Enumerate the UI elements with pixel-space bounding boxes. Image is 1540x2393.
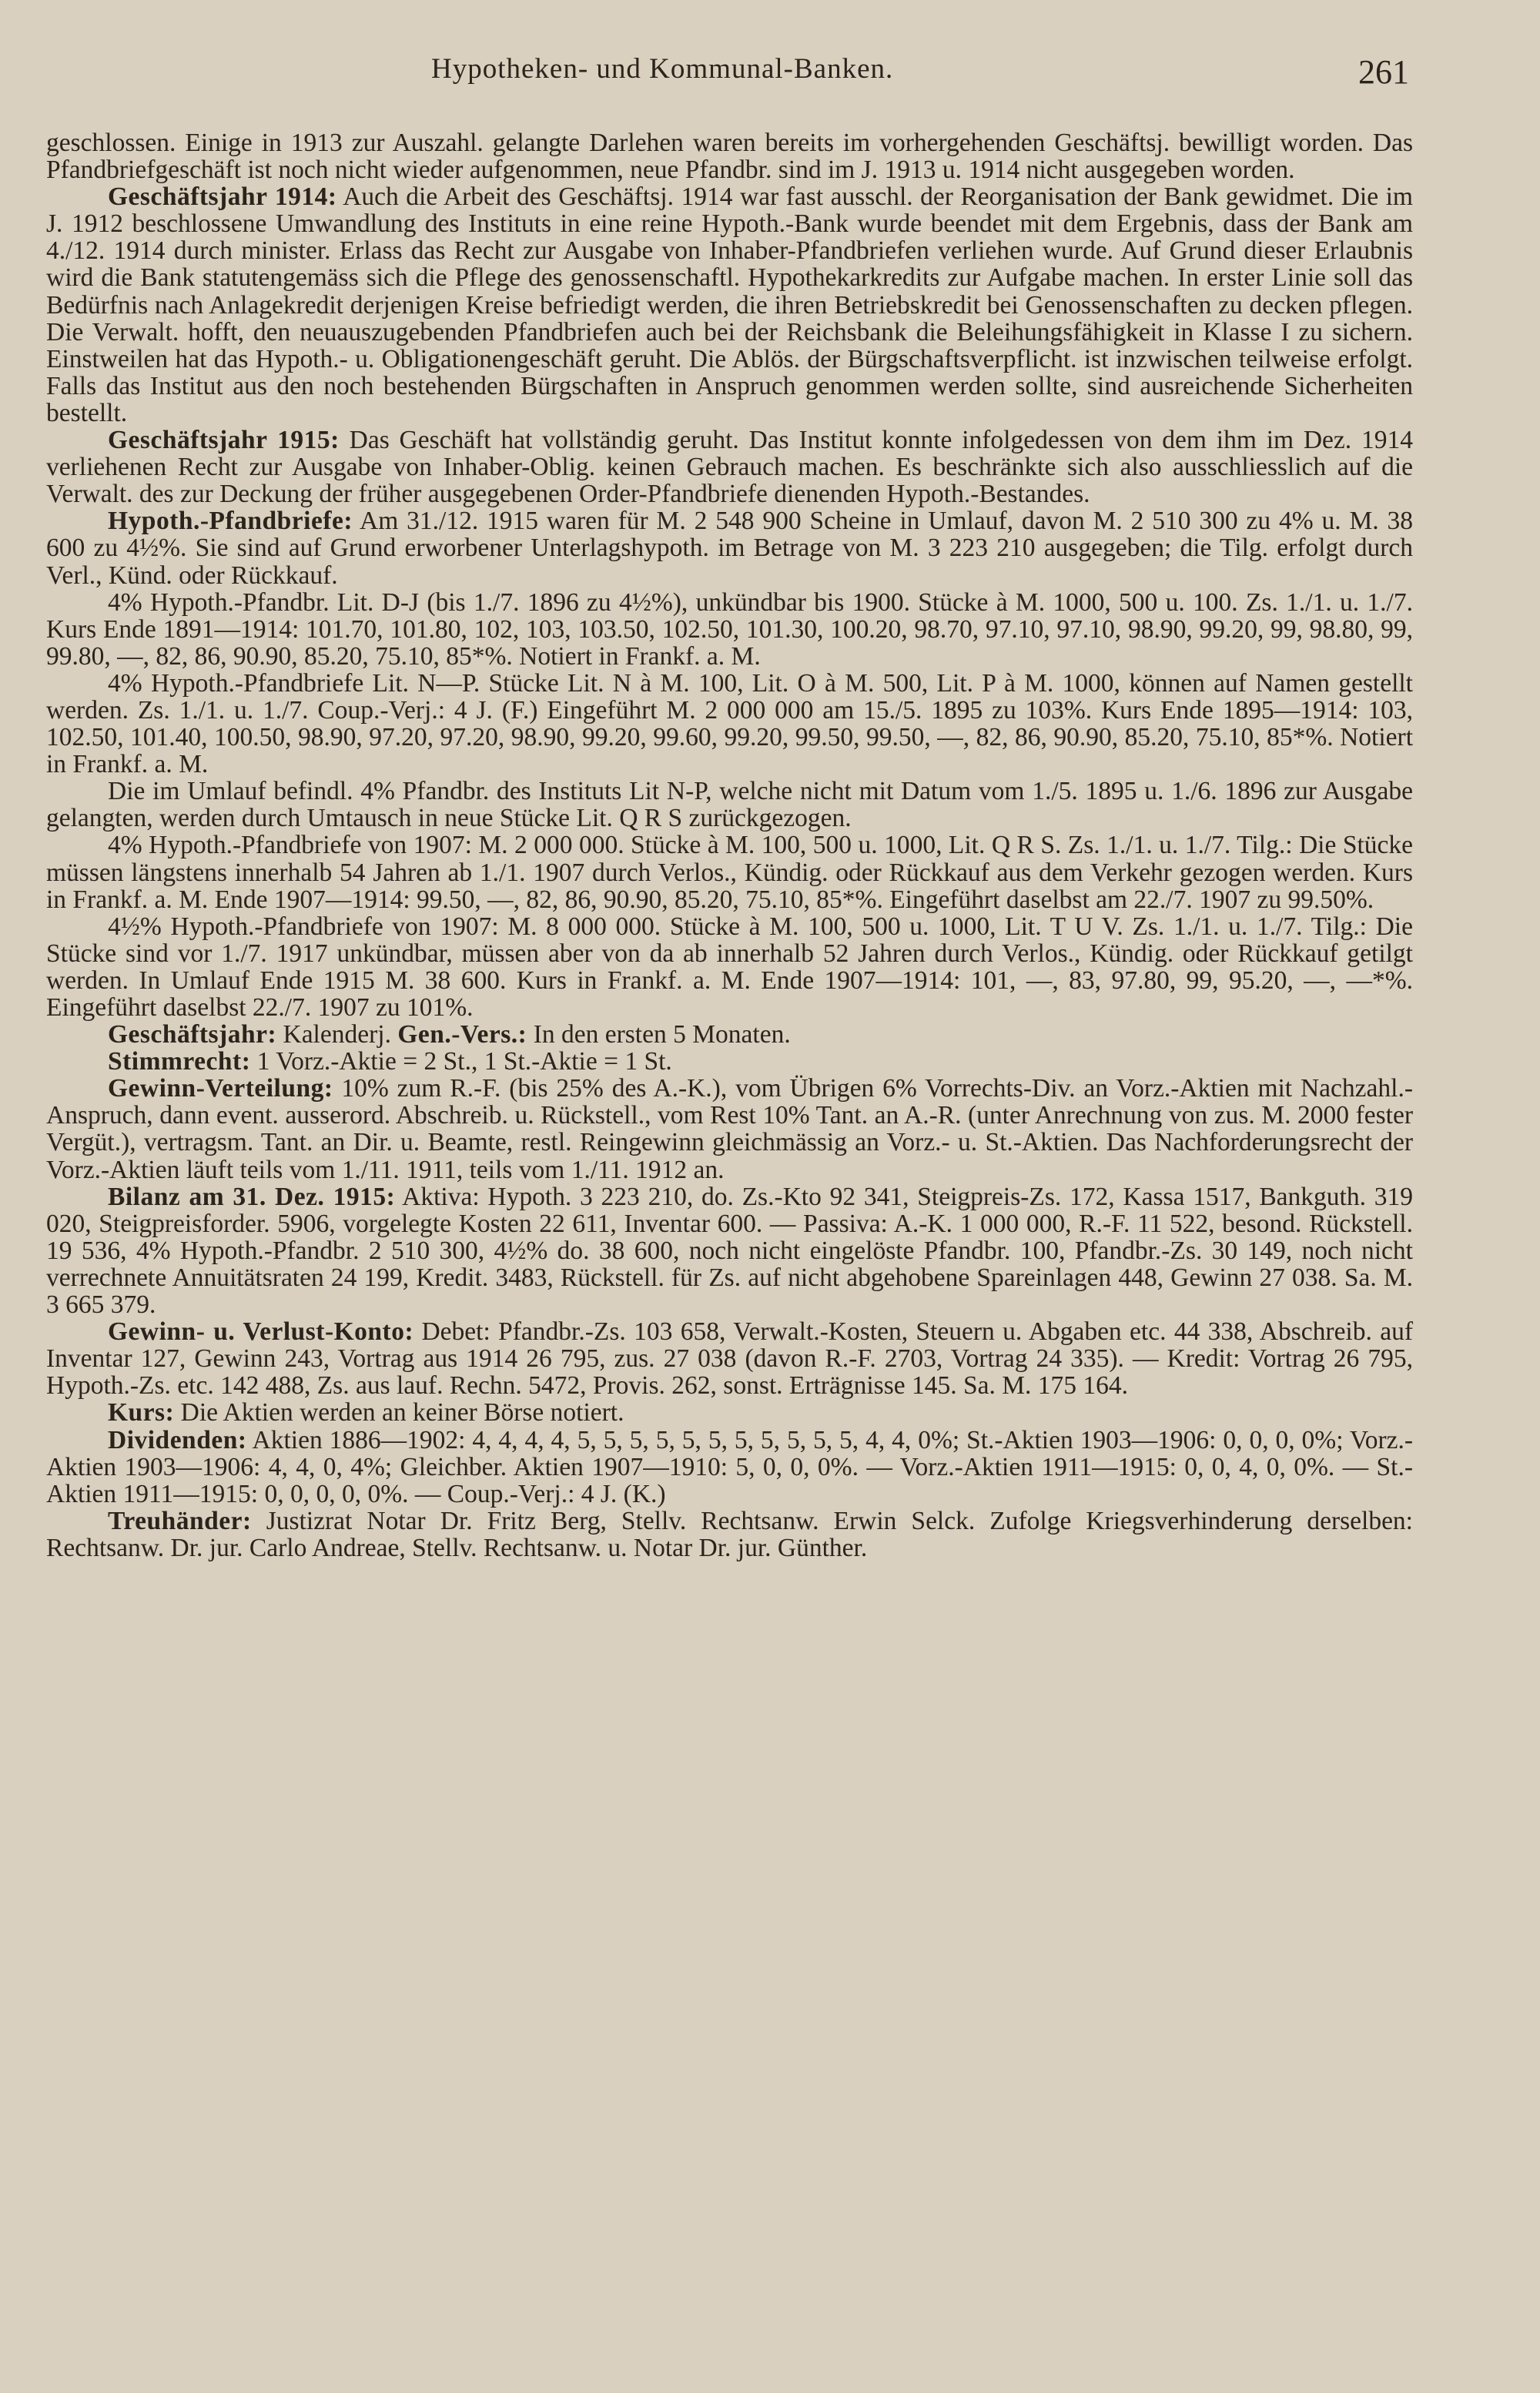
paragraph-geschaeftsjahr-1915: Geschäftsjahr 1915: Das Geschäft hat vollständig geruht. Das Institut konnte infolgedessen von dem ihm im Dez. 1914 verliehenen Recht zur Ausgabe von Inhaber-Oblig. keinen Gebrauch machen. Es beschränkte sich also ausschliesslich auf die Verwalt. des zur Deckung der früher ausgegebenen Order-Pfandbriefe dienenden Hypoth.-Bestandes.: [46, 426, 1413, 509]
paragraph-geschaeftsjahr: Geschäftsjahr: Kalenderj. Gen.-Vers.: In den ersten 5 Monaten.: [108, 1020, 791, 1049]
section-lead: Kurs:: [108, 1398, 175, 1427]
paragraph-dividenden: Dividenden: Aktien 1886—1902: 4, 4, 4, 4, 5, 5, 5, 5, 5, 5, 5, 5, 5, 5, 5, 4, 4, 0%; St.-Aktien 1903—1906: 0, 0, 0, 0%; Vorz.-Aktien 1903—1906: 4, 4, 0, 4%; Gleichber. Aktien 1907—1910: 5, 0, 0, 0%. — Vorz.-Aktien 1911—1915: 0, 0, 4, 0, 0%. — St.-Aktien 1911—1915: 0, 0, 0, 0, 0%. — Coup.-Verj.: 4 J. (K.): [46, 1425, 1413, 1508]
paragraph-pfandbr-1907-4-5: 4½% Hypoth.-Pfandbriefe von 1907: M. 8 000 000. Stücke à M. 100, 500 u. 1000, Lit. T U V. Zs. 1./1. u. 1./7. Tilg.: Die Stücke sind vor 1./7. 1917 unkündbar, müssen aber von da ab innerhalb 52 Jahren durch Verlos., Kündig. oder Rückkauf getilgt werden. In Umlauf Ende 1915 M. 38 600. Kurs in Frankf. a. M. Ende 1907—1914: 101, —, 83, 97.80, 99, 95.20, —, —*%. Eingeführt daselbst 22./7. 1907 zu 101%.: [46, 912, 1413, 1022]
running-title: Hypotheken- und Kommunal-Banken.: [431, 53, 894, 85]
paragraph-hypoth-pfandbriefe: Hypoth.-Pfandbriefe: Am 31./12. 1915 waren für M. 2 548 900 Scheine in Umlauf, davon M. 2 510 300 zu 4% u. M. 38 600 zu 4½%. Sie sind auf Grund erworbener Unterlagshypoth. im Betrage von M. 3 223 210 ausgegeben; die Tilg. erfolgt durch Verl., Künd. oder Rückkauf.: [46, 507, 1413, 590]
section-lead: Dividenden:: [108, 1425, 247, 1454]
section-lead: Gewinn- u. Verlust-Konto:: [108, 1317, 414, 1347]
section-lead: Gen.-Vers.:: [397, 1020, 527, 1049]
section-lead: Gewinn-Verteilung:: [108, 1074, 333, 1103]
paragraph-pfandbr-lit-d-j: 4% Hypoth.-Pfandbr. Lit. D-J (bis 1./7. 1896 zu 4½%), unkündbar bis 1900. Stücke à M. 1000, 500 u. 100. Zs. 1./1. u. 1./7. Kurs Ende 1891—1914: 101.70, 101.80, 102, 103, 103.50, 102.50, 101.30, 100.20, 98.70, 97.10, 97.10, 98.90, 99.20, 99, 98.80, 99, 99.80, —, 82, 86, 90.90, 85.20, 75.10, 85*%. Notiert in Frankf. a. M.: [46, 587, 1413, 671]
section-lead: Treuhänder:: [108, 1506, 252, 1535]
body-text: [46, 129, 1413, 1561]
section-lead: Stimmrecht:: [108, 1047, 251, 1076]
paragraph-bilanz: Bilanz am 31. Dez. 1915: Aktiva: Hypoth. 3 223 210, do. Zs.-Kto 92 341, Steigpreis-Zs. 172, Kassa 1517, Bankguth. 319 020, Steigpreisforder. 5906, vorgelegte Kosten 22 611, Inventar 600. — Passiva: A.-K. 1 000 000, R.-F. 11 522, besond. Rückstell. 19 536, 4% Hypoth.-Pfandbr. 2 510 300, 4½% do. 38 600, noch nicht eingelöste Pfandbr. 100, Pfandbr.-Zs. 30 149, noch nicht verrechnete Annuitätsraten 24 199, Kredit. 3483, Rückstell. für Zs. auf nicht abgehobene Spareinlagen 448, Gewinn 27 038. Sa. M. 3 665 379.: [46, 1182, 1413, 1320]
paragraph-pfandbr-1907-4: 4% Hypoth.-Pfandbriefe von 1907: M. 2 000 000. Stücke à M. 100, 500 u. 1000, Lit. Q R S. Zs. 1./1. u. 1./7. Tilg.: Die Stücke müssen längstens innerhalb 54 Jahren ab 1./1. 1907 durch Verlos., Kündig. oder Rückkauf aus dem Verkehr gezogen werden. Kurs in Frankf. a. M. Ende 1907—1914: 99.50, —, 82, 86, 90.90, 85.20, 75.10, 85*%. Eingeführt daselbst am 22./7. 1907 zu 99.50%.: [46, 831, 1413, 914]
section-lead: Geschäftsjahr:: [108, 1020, 277, 1049]
paragraph-treuhaender: Treuhänder: Justizrat Notar Dr. Fritz Berg, Stellv. Rechtsanw. Erwin Selck. Zufolge Kriegsverhinderung derselben: Rechtsanw. Dr. jur. Carlo Andreae, Stellv. Rechtsanw. u. Notar Dr. jur. Günther.: [46, 1506, 1413, 1562]
section-lead: Geschäftsjahr 1914:: [108, 182, 337, 212]
paragraph-pfandbr-lit-n-p: 4% Hypoth.-Pfandbriefe Lit. N—P. Stücke Lit. N à M. 100, Lit. O à M. 500, Lit. P à M. 1000, können auf Namen gestellt werden. Zs. 1./1. u. 1./7. Coup.-Verj.: 4 J. (F.) Eingeführt M. 2 000 000 am 15./5. 1895 zu 103%. Kurs Ende 1895—1914: 103, 102.50, 101.40, 100.50, 98.90, 97.20, 97.20, 98.90, 99.20, 99.60, 99.20, 99.50, 99.50, —, 82, 86, 90.90, 85.20, 75.10, 85*%. Notiert in Frankf. a. M.: [46, 668, 1413, 779]
paragraph-umtausch: Die im Umlauf befindl. 4% Pfandbr. des Instituts Lit N-P, welche nicht mit Datum vom 1./5. 1895 u. 1./6. 1896 zur Ausgabe gelangten, werden durch Umtausch in neue Stücke Lit. Q R S zurückgezogen.: [46, 777, 1413, 833]
paragraph-continuation: geschlossen. Einige in 1913 zur Auszahl. gelangte Darlehen waren bereits im vorhergehenden Geschäftsj. bewilligt worden. Das Pfandbriefgeschäft ist noch nicht wieder aufgenommen, neue Pfandbr. sind im J. 1913 u. 1914 nicht ausgegeben worden.: [46, 129, 1413, 185]
section-lead: Geschäftsjahr 1915:: [108, 426, 340, 455]
paragraph-gewinn-verlust: Gewinn- u. Verlust-Konto: Debet: Pfandbr.-Zs. 103 658, Verwalt.-Kosten, Steuern u. Abgaben etc. 44 338, Abschreib. auf Inventar 127, Gewinn 243, Vortrag aus 1914 26 795, zus. 27 038 (davon R.-F. 2703, Vortrag 24 335). — Kredit: Vortrag 26 795, Hypoth.-Zs. etc. 142 488, Zs. aus lauf. Rechn. 5472, Provis. 262, sonst. Erträgnisse 145. Sa. M. 175 164.: [46, 1317, 1413, 1401]
paragraph-geschaeftsjahr-1914: Geschäftsjahr 1914: Auch die Arbeit des Geschäftsj. 1914 war fast ausschl. der Reorganisation der Bank gewidmet. Die im J. 1912 beschlossene Umwandlung des Instituts in eine reine Hypoth.-Bank wurde beendet mit dem Ergebnis, dass der Bank am 4./12. 1914 durch minister. Erlass das Recht zur Ausgabe von Inhaber-Pfandbriefen verliehen wurde. Auf Grund dieser Erlaubnis wird die Bank statutengemäss sich die Pflege des genossenschaftl. Hypothekarkredits zur Aufgabe machen. In erster Linie soll das Bedürfnis nach Anlagekredit derjenigen Kreise befriedigt werden, die ihren Betriebskredit bei Genossenschaften zu decken pflegen. Die Verwalt. hofft, den neuauszugebenden Pfandbriefen auch bei der Reichsbank die Beleihungsfähigkeit in Klasse I zu sichern. Einstweilen hat das Hypoth.- u. Obligationengeschäft geruht. Die Ablös. der Bürgschaftsverpflicht. ist inzwischen teilweise erfolgt. Falls das Institut aus den noch bestehenden Bürgschaften in Anspruch genommen werden sollte, sind ausreichende Sicherheiten bestellt.: [46, 182, 1413, 427]
page-number: 261: [1358, 53, 1409, 91]
section-lead: Bilanz am 31. Dez. 1915:: [108, 1182, 396, 1211]
paragraph-stimmrecht: Stimmrecht: 1 Vorz.-Aktie = 2 St., 1 St.-Aktie = 1 St.: [108, 1047, 672, 1076]
paragraph-kurs: Kurs: Die Aktien werden an keiner Börse notiert.: [108, 1398, 624, 1427]
page-header: [0, 52, 1540, 99]
section-lead: Hypoth.-Pfandbriefe:: [108, 507, 353, 536]
paragraph-gewinn-verteilung: Gewinn-Verteilung: 10% zum R.-F. (bis 25% des A.-K.), vom Übrigen 6% Vorrechts-Div. an Vorz.-Aktien mit Nachzahl.-Anspruch, dann event. ausserord. Abschreib. u. Rückstell., vom Rest 10% Tant. an A.-R. (unter Anrechnung von zus. M. 2000 fester Vergüt.), vertragsm. Tant. an Dir. u. Beamte, restl. Reingewinn gleichmässig an Vorz.- u. St.-Aktien. Das Nachforderungsrecht der Vorz.-Aktien läuft teils vom 1./11. 1911, teils vom 1./11. 1912 an.: [46, 1074, 1413, 1184]
